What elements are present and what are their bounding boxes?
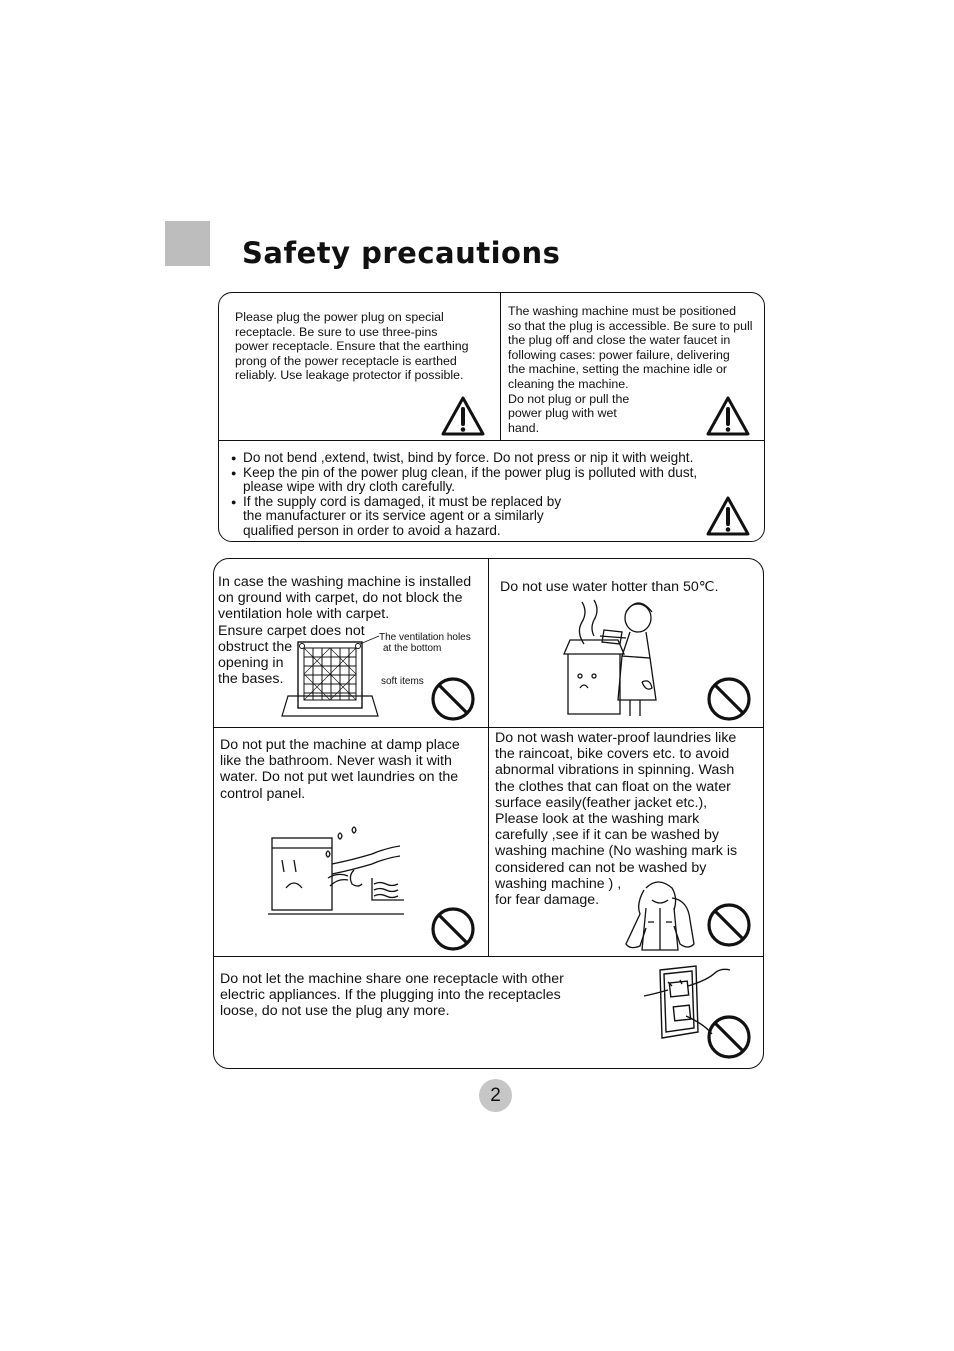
power-right-note: The washing machine must be positioned so that the plug is accessible. Be sure to pull the plug off and close the water faucet in following cases: power failure, delivering the machine, setting the machine idle or cleaning the machine. Do not plug or pull the power plug with wet hand. bbox=[508, 304, 753, 435]
divider bbox=[488, 559, 489, 727]
divider bbox=[214, 956, 763, 957]
divider bbox=[500, 293, 501, 440]
prohibition-circle-icon bbox=[431, 677, 475, 721]
person-pouring-water-illustration bbox=[560, 596, 670, 718]
power-cord-bullets bbox=[231, 451, 751, 539]
divider bbox=[219, 440, 764, 441]
vent-holes-label: The ventilation holes at the bottom bbox=[379, 632, 471, 654]
divider bbox=[214, 727, 763, 728]
prohibition-circle-icon bbox=[707, 1015, 751, 1059]
prohibition-circle-icon bbox=[707, 677, 751, 721]
power-left-note: Please plug the power plug on special receptacle. Be sure to use three-pins power receptacle. Ensure that the earthing prong of the power receptacle is earthed reliably. Use leakage protector if possible. bbox=[235, 310, 469, 383]
damp-place-warning-text: Do not put the machine at damp place like the bathroom. Never wash it with water. Do not put wet laundries on the control panel. bbox=[220, 737, 460, 802]
carpet-warning-text: In case the washing machine is installed on ground with carpet, do not block the ventilation hole with carpet. Ensure carpet does not obstruct the opening in the bases. bbox=[218, 574, 472, 688]
hot-water-warning-text: Do not use water hotter than 50℃. bbox=[500, 579, 719, 595]
list-item: ● Keep the pin of the power plug clean, if the power plug is polluted with dust, please wipe with dry cloth carefully. bbox=[231, 466, 751, 495]
waterproof-laundry-warning-text: Do not wash water-proof laundries like the raincoat, bike covers etc. to avoid abnormal vibrations in spinning. Wash the clothes that can float on the water surface easily(feather jacket etc.), Please look at the washing mark carefully ,see if it can be washed by washing machine (No washing mark is considered can not be washed by washing machine ) , for fear damage. bbox=[495, 730, 738, 909]
page-title: Safety precautions bbox=[242, 236, 561, 270]
machine-base-illustration bbox=[280, 634, 380, 718]
warning-triangle-icon bbox=[441, 396, 485, 436]
hose-spraying-machine-illustration bbox=[268, 824, 408, 916]
raincoat-jacket-illustration bbox=[622, 878, 696, 952]
divider bbox=[488, 727, 489, 956]
shared-receptacle-warning-text: Do not let the machine share one receptacle with other electric appliances. If the plugging into the receptacles loose, do not use the plug any more. bbox=[220, 971, 564, 1020]
prohibition-circle-icon bbox=[431, 907, 475, 951]
section-tab-marker bbox=[165, 221, 210, 266]
warning-triangle-icon bbox=[706, 396, 750, 436]
prohibition-circle-icon bbox=[707, 903, 751, 947]
soft-items-label: soft items bbox=[381, 676, 424, 687]
page-number-badge: 2 bbox=[479, 1079, 512, 1112]
list-item: ● If the supply cord is damaged, it must be replaced by the manufacturer or its service agent or a similarly qualified person in order to avoid a hazard. bbox=[231, 495, 751, 539]
list-item: ● Do not bend ,extend, twist, bind by force. Do not press or nip it with weight. bbox=[231, 451, 751, 466]
